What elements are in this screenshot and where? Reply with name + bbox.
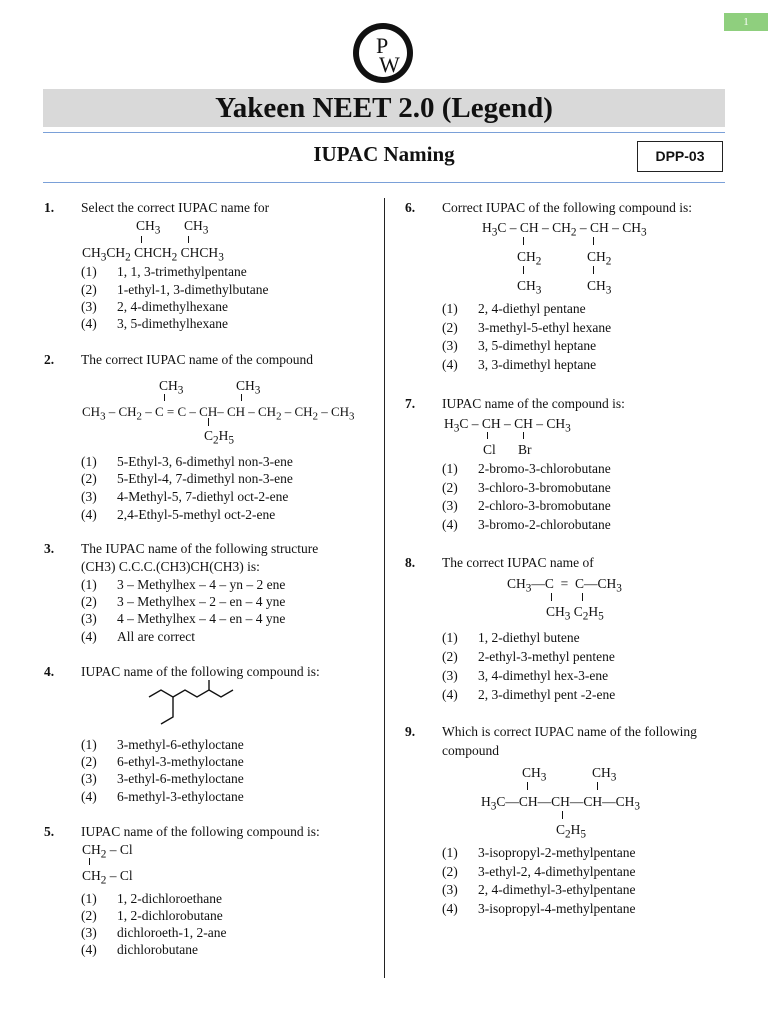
option-text: 2-bromo-3-chlorobutane <box>478 461 611 476</box>
option-number: (3) <box>442 498 458 513</box>
option-text: 3-ethyl-2, 4-dimethylpentane <box>478 864 636 879</box>
chem-branch: $CH_3$ <box>592 765 617 784</box>
bond-line <box>208 418 209 426</box>
question-1 <box>44 199 374 339</box>
dpp-badge: DPP-03 <box>637 141 723 172</box>
header-rule <box>43 132 725 133</box>
option-text: 1, 2-dichloroethane <box>117 891 222 906</box>
option-text: 3-methyl-5-ethyl hexane <box>478 320 612 335</box>
chem-branch: $CH_2$ <box>517 249 542 268</box>
option-number: (1) <box>442 461 458 476</box>
option-number: (1) <box>81 264 97 279</box>
bond-line <box>523 432 524 439</box>
option-text: 6-ethyl-3-methyloctane <box>117 754 244 769</box>
question-number: 3. <box>44 541 55 556</box>
option-text: 3-isopropyl-4-methylpentane <box>478 901 636 916</box>
chem-chain: $CH_3—C$ = $C—CH_3$ <box>507 576 622 595</box>
question-number: 8. <box>405 555 416 570</box>
option-number: (2) <box>81 594 97 609</box>
bond-line <box>562 811 563 819</box>
option-text: 3-isopropyl-2-methylpentane <box>478 845 636 860</box>
bond-line <box>527 782 528 790</box>
question-2 <box>44 351 379 526</box>
bond-line <box>164 394 165 401</box>
option-number: (4) <box>442 357 458 372</box>
chem-branch: $CH_3$ <box>517 278 542 297</box>
option-number: (3) <box>81 489 97 504</box>
chem-branch: $CH_3$ <box>587 278 612 297</box>
option-number: (4) <box>442 901 458 916</box>
question-text: IUPAC name of the following compound is: <box>81 824 320 839</box>
option-number: (3) <box>442 882 458 897</box>
question-text: The IUPAC name of the following structure <box>81 541 319 556</box>
option-number: (1) <box>81 737 97 752</box>
option-text: All are correct <box>117 629 195 644</box>
option-text: 5-Ethyl-4, 7-dimethyl non-3-ene <box>117 471 293 486</box>
question-text: The correct IUPAC name of <box>442 555 594 570</box>
option-text: 3, 4-dimethyl hex-3-ene <box>478 668 609 683</box>
svg-text:P: P <box>376 33 389 58</box>
chem-chain: $H_3C$ – CH – $CH_2$ – CH – $CH_3$ <box>482 220 647 239</box>
option-number: (1) <box>442 845 458 860</box>
chem-chain: $CH_3CH_2$ $CHCH_2$ $CHCH_3$ <box>82 245 224 264</box>
chem-substituent: Cl <box>483 442 496 457</box>
question-text: IUPAC name of the following compound is: <box>81 664 320 679</box>
bond-line <box>597 782 598 790</box>
chem-branch: $C_2H_5$ <box>204 428 235 447</box>
option-text: 3-chloro-3-bromobutane <box>478 480 611 495</box>
chem-line: $CH_2$ – Cl <box>82 842 133 861</box>
option-text: 4 – Methylhex – 4 – en – 4 yne <box>117 611 286 626</box>
option-number: (3) <box>81 771 97 786</box>
question-number: 7. <box>405 396 416 411</box>
question-text: Correct IUPAC of the following compound is: <box>442 200 692 215</box>
option-text: 1, 1, 3-trimethylpentane <box>117 264 247 279</box>
option-text: 4-Methyl-5, 7-diethyl oct-2-ene <box>117 489 289 504</box>
option-text: 1-ethyl-1, 3-dimethylbutane <box>117 282 269 297</box>
bond-line <box>487 432 488 439</box>
chem-branch: $CH_3$ $C_2H_5$ <box>546 604 604 623</box>
option-text: 3-ethyl-6-methyloctane <box>117 771 244 786</box>
option-text: 3-methyl-6-ethyloctane <box>117 737 244 752</box>
question-text: IUPAC name of the compound is: <box>442 396 625 411</box>
option-number: (3) <box>81 299 97 314</box>
option-number: (4) <box>442 687 458 702</box>
question-number: 6. <box>405 200 416 215</box>
question-number: 4. <box>44 664 55 679</box>
option-number: (4) <box>81 789 97 804</box>
bond-line <box>593 237 594 245</box>
option-number: (2) <box>81 471 97 486</box>
skeletal-structure <box>144 680 244 728</box>
chem-chain: $CH_3 - CH_2 - C = C - CH-$ CH – $CH_2 - CH_2 - CH_3$ <box>82 404 355 423</box>
question-4 <box>44 663 374 808</box>
option-text: 2, 4-dimethylhexane <box>117 299 228 314</box>
option-text: 6-methyl-3-ethyloctane <box>117 789 244 804</box>
option-number: (4) <box>81 507 97 522</box>
chem-branch: $CH_3$ <box>136 218 161 237</box>
bond-line <box>89 858 90 865</box>
option-number: (2) <box>81 754 97 769</box>
option-number: (2) <box>442 320 458 335</box>
option-number: (1) <box>442 301 458 316</box>
option-text: 2-chloro-3-bromobutane <box>478 498 611 513</box>
option-text: dichlorobutane <box>117 942 198 957</box>
bond-line <box>188 236 189 243</box>
bond-line <box>241 394 242 401</box>
bond-line <box>582 593 583 601</box>
chem-branch: $CH_3$ <box>159 378 184 397</box>
option-number: (4) <box>81 316 97 331</box>
option-text: 1, 2-diethyl butene <box>478 630 580 645</box>
question-9 <box>405 723 727 923</box>
question-number: 5. <box>44 824 55 839</box>
chem-branch: $CH_3$ <box>184 218 209 237</box>
bond-line <box>523 266 524 274</box>
option-number: (1) <box>81 454 97 469</box>
question-8 <box>405 554 727 709</box>
option-number: (2) <box>81 282 97 297</box>
column-divider <box>384 198 385 978</box>
option-number: (3) <box>442 668 458 683</box>
question-5 <box>44 823 374 963</box>
option-number: (1) <box>81 577 97 592</box>
question-text-line-2: (CH3) C.C.C.(CH3)CH(CH3) is: <box>81 559 260 574</box>
page-title: Yakeen NEET 2.0 (Legend) <box>43 89 725 127</box>
option-number: (2) <box>442 864 458 879</box>
chem-line: $CH_2$ – Cl <box>82 868 133 887</box>
page-number: 1 <box>724 13 768 31</box>
option-text: 3, 3-dimethyl heptane <box>478 357 597 372</box>
option-text: 3 – Methylhex – 2 – en – 4 yne <box>117 594 286 609</box>
question-text: Which is correct IUPAC name of the following <box>442 724 697 739</box>
option-number: (4) <box>81 629 97 644</box>
option-number: (3) <box>442 338 458 353</box>
question-text: Select the correct IUPAC name for <box>81 200 270 215</box>
question-3 <box>44 540 374 650</box>
option-text: 5-Ethyl-3, 6-dimethyl non-3-ene <box>117 454 293 469</box>
option-number: (1) <box>442 630 458 645</box>
option-text: 3, 5-dimethyl heptane <box>478 338 597 353</box>
bond-line <box>551 593 552 601</box>
option-number: (2) <box>442 649 458 664</box>
option-number: (4) <box>81 942 97 957</box>
option-text: 3 – Methylhex – 4 – yn – 2 ene <box>117 577 286 592</box>
chem-substituent: Br <box>518 442 532 457</box>
subtitle-rule <box>43 182 725 183</box>
pw-logo <box>352 22 414 84</box>
option-number: (3) <box>81 925 97 940</box>
svg-text:W: W <box>379 52 400 77</box>
option-text: 3-bromo-2-chlorobutane <box>478 517 611 532</box>
question-number: 9. <box>405 724 416 739</box>
chem-chain: $H_3C—CH—CH—CH—CH_3$ <box>481 794 641 813</box>
option-number: (2) <box>81 908 97 923</box>
question-number: 1. <box>44 200 55 215</box>
chem-branch: $CH_3$ <box>236 378 261 397</box>
chem-branch: $CH_3$ <box>522 765 547 784</box>
option-text: 2, 3-dimethyl pent -2-ene <box>478 687 616 702</box>
option-text: 2,4-Ethyl-5-methyl oct-2-ene <box>117 507 276 522</box>
question-text-line-2: compound <box>442 743 499 758</box>
chem-branch: $C_2H_5$ <box>556 822 587 841</box>
question-7 <box>405 395 727 535</box>
option-text: dichloroeth-1, 2-ane <box>117 925 227 940</box>
option-text: 2, 4-dimethyl-3-ethylpentane <box>478 882 636 897</box>
question-number: 2. <box>44 352 55 367</box>
bond-line <box>523 237 524 245</box>
option-number: (2) <box>442 480 458 495</box>
chem-chain: $H_3C$ – CH – CH – $CH_3$ <box>444 416 571 435</box>
option-text: 3, 5-dimethylhexane <box>117 316 228 331</box>
option-number: (3) <box>81 611 97 626</box>
option-text: 2, 4-diethyl pentane <box>478 301 586 316</box>
option-number: (4) <box>442 517 458 532</box>
bond-line <box>141 236 142 243</box>
chem-branch: $CH_2$ <box>587 249 612 268</box>
question-text: The correct IUPAC name of the compound <box>81 352 313 367</box>
subtitle: IUPAC Naming <box>313 142 455 166</box>
bond-line <box>593 266 594 274</box>
option-text: 1, 2-dichlorobutane <box>117 908 223 923</box>
option-number: (1) <box>81 891 97 906</box>
question-6 <box>405 199 727 379</box>
option-text: 2-ethyl-3-methyl pentene <box>478 649 615 664</box>
